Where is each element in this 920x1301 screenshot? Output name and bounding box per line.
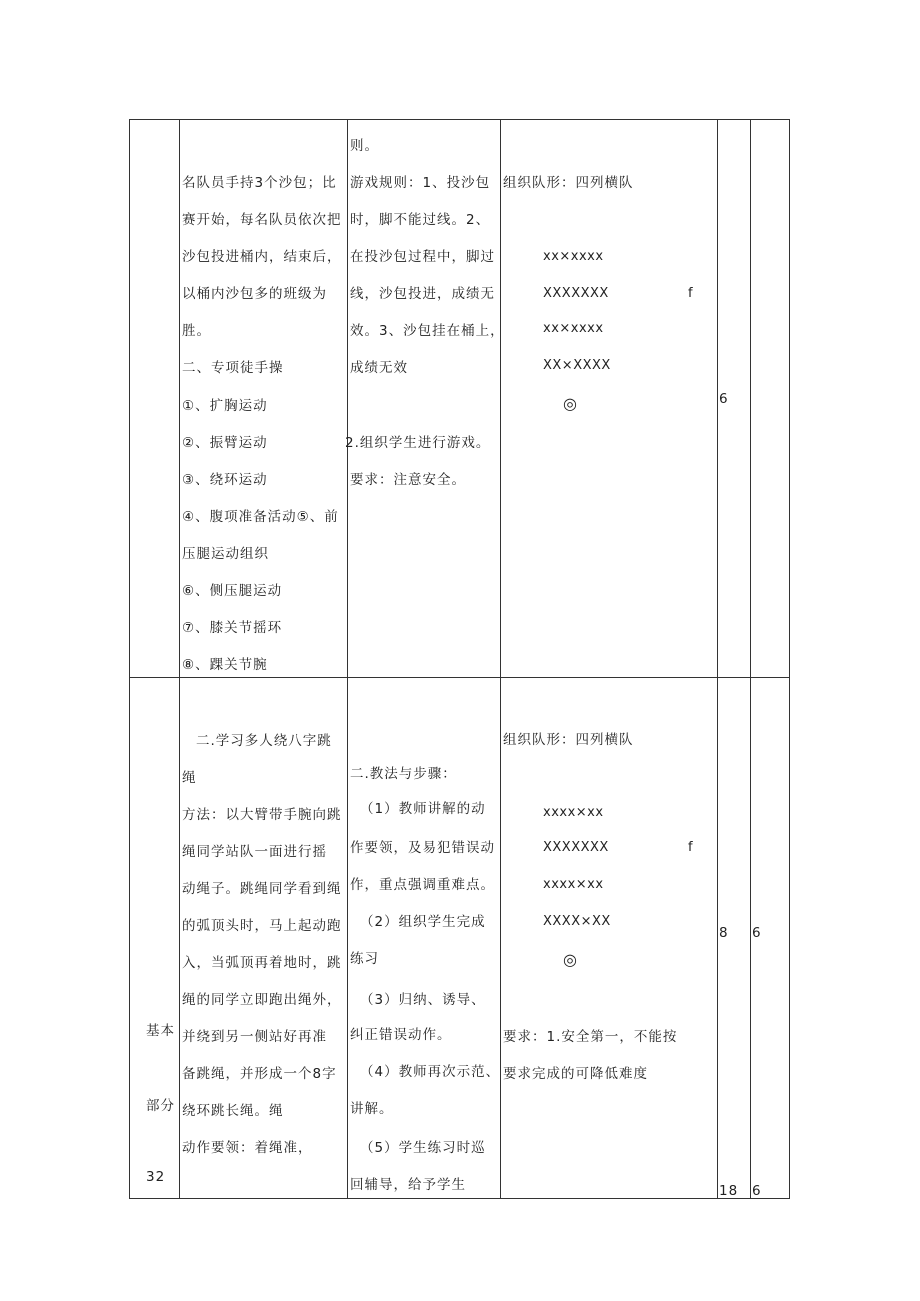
content-line: ⑦、膝关节摇环	[182, 620, 283, 636]
formation-row: xxxx×xx	[543, 877, 604, 892]
row2-time-value: 18	[719, 1183, 739, 1199]
content-line: 绕环跳长绳。绳	[182, 1103, 284, 1119]
content-line: 入，当弧顶再着地时，跳	[182, 955, 342, 971]
formation-row: xx×xxxx	[543, 249, 604, 264]
content-line: ①、扩胸运动	[182, 398, 268, 414]
method-line: （2）组织学生完成	[360, 914, 486, 930]
content-line: 绳	[182, 770, 197, 786]
content-line: 胜。	[182, 323, 211, 339]
method-line: 二.教法与步骤：	[350, 766, 457, 782]
method-line: 效。3、沙包挂在桶上，	[350, 323, 505, 339]
content-line: 方法：以大臂带手腕向跳	[182, 807, 342, 823]
row1-time-value: 6	[719, 391, 729, 407]
content-line: 绳的同学立即跑出绳外，	[182, 992, 342, 1008]
content-line: 以桶内沙包多的班级为	[182, 286, 327, 302]
content-line: 压腿运动组织	[182, 546, 269, 562]
content-line: 并绕到另一侧站好再准	[182, 1029, 327, 1045]
method-line: 2.组织学生进行游戏。	[345, 435, 491, 451]
formation-row: XXXXXXX	[543, 286, 609, 301]
content-line: 二.学习多人绕八字跳	[196, 733, 332, 749]
content-line: ②、振臂运动	[182, 435, 268, 451]
method-line: 练习	[350, 951, 379, 967]
row2-time-value: 8	[719, 925, 729, 941]
section-label: 基本	[146, 1023, 175, 1039]
column-divider	[179, 119, 180, 1199]
method-line: 则。	[350, 138, 379, 154]
method-line: 时，脚不能过线。2、	[350, 212, 491, 228]
method-line: （4）教师再次示范、	[360, 1064, 501, 1080]
formation-row: xxxx×xx	[543, 805, 604, 820]
method-line: 要求：注意安全。	[350, 472, 466, 488]
formation-row: XX×XXXX	[543, 358, 611, 373]
method-line: 线，沙包投进，成绩无	[350, 286, 495, 302]
content-line: ⑥、侧压腿运动	[182, 583, 283, 599]
formation-row: XXXXXXX	[543, 840, 609, 855]
method-line: （5）学生练习时巡	[360, 1140, 486, 1156]
method-line: 回辅导，给予学生	[350, 1177, 466, 1193]
content-line: 沙包投进桶内，结束后，	[182, 249, 342, 265]
row-divider	[129, 677, 790, 678]
row2-count-value: 6	[752, 1183, 762, 1199]
formation-title: 组织队形：四列横队	[503, 732, 634, 748]
requirement-line: 要求完成的可降低难度	[503, 1066, 648, 1082]
column-divider	[347, 119, 348, 1199]
method-line: 游戏规则：1、投沙包	[350, 175, 491, 191]
content-line: 赛开始，每名队员依次把	[182, 212, 342, 228]
method-line: 成绩无效	[350, 360, 408, 376]
column-divider	[717, 119, 718, 1199]
formation-row: xx×xxxx	[543, 321, 604, 336]
teacher-marker: f	[688, 840, 694, 855]
section-time: 32	[146, 1169, 166, 1185]
content-line: 二、专项徒手操	[182, 360, 284, 376]
column-divider	[500, 119, 501, 1199]
row2-count-value: 6	[752, 925, 762, 941]
method-line: 讲解。	[350, 1101, 394, 1117]
formation-row: XXXX×XX	[543, 914, 611, 929]
content-line: ③、绕环运动	[182, 472, 268, 488]
target-icon: ◎	[563, 394, 578, 413]
content-line: 动绳子。跳绳同学看到绳	[182, 881, 342, 897]
content-line: ④、腹项准备活动⑤、前	[182, 509, 339, 525]
section-label: 部分	[146, 1098, 175, 1114]
method-line: （1）教师讲解的动	[360, 801, 486, 817]
teacher-marker: f	[688, 286, 694, 301]
method-line: 在投沙包过程中，脚过	[350, 249, 495, 265]
method-line: （3）归纳、诱导、	[360, 992, 486, 1008]
method-line: 作要领，及易犯错误动	[350, 840, 495, 856]
method-line: 纠正错误动作。	[350, 1027, 452, 1043]
requirement-line: 要求：1.安全第一，不能按	[503, 1029, 678, 1045]
content-line: ⑧、踝关节腕	[182, 657, 268, 673]
content-line: 绳同学站队一面进行摇	[182, 844, 327, 860]
content-line: 名队员手持3个沙包；比	[182, 175, 337, 191]
content-line: 动作要领：着绳准，	[182, 1140, 313, 1156]
target-icon: ◎	[563, 950, 578, 969]
formation-title: 组织队形：四列横队	[503, 175, 634, 191]
method-line: 作，重点强调重难点。	[350, 877, 495, 893]
content-line: 的弧顶头时，马上起动跑	[182, 918, 342, 934]
column-divider	[750, 119, 751, 1199]
content-line: 备跳绳，并形成一个8字	[182, 1066, 337, 1082]
